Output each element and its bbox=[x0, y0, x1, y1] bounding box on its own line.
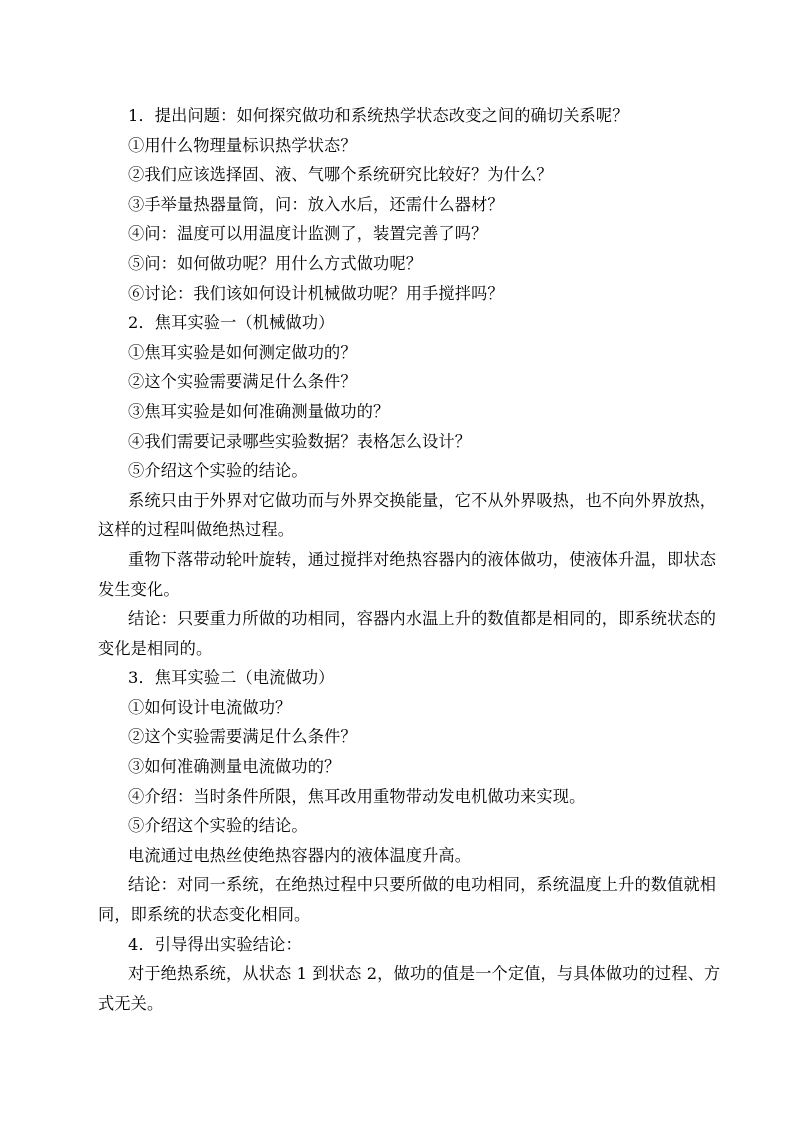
section-2-paragraph-1-line-1: 系统只由于外界对它做功而与外界交换能量，它不从外界吸热，也不向外界放热， bbox=[128, 490, 717, 510]
document-body bbox=[98, 101, 721, 1018]
section-2-paragraph-2-line-2: 发生变化。 bbox=[98, 579, 180, 599]
section-3-item-4: ④介绍：当时条件所限，焦耳改用重物带动发电机做功来实现。 bbox=[128, 786, 586, 806]
section-2-item-1: ①焦耳实验是如何测定做功的？ bbox=[128, 342, 357, 362]
section-3-item-2: ②这个实验需要满足什么条件？ bbox=[128, 727, 357, 747]
section-1-heading: 1．提出问题：如何探究做功和系统热学状态改变之间的确切关系呢？ bbox=[128, 106, 629, 125]
section-1-item-3: ③手举量热器量筒，问：放入水后，还需什么器材？ bbox=[128, 194, 504, 214]
section-3-item-5: ⑤介绍这个实验的结论。 bbox=[128, 816, 308, 836]
section-3-conclusion-line-2: 同，即系统的状态变化相同。 bbox=[98, 905, 311, 925]
section-1-item-6: ⑥讨论：我们该如何设计机械做功呢？用手搅拌吗？ bbox=[128, 283, 504, 303]
section-1-item-1: ①用什么物理量标识热学状态？ bbox=[128, 135, 357, 155]
section-2-paragraph-1-line-2: 这样的过程叫做绝热过程。 bbox=[98, 520, 295, 540]
section-2-item-4: ④我们需要记录哪些实验数据？表格怎么设计？ bbox=[128, 431, 472, 451]
section-3-paragraph-1: 电流通过电热丝使绝热容器内的液体温度升高。 bbox=[128, 845, 472, 865]
section-2-item-2: ②这个实验需要满足什么条件？ bbox=[128, 372, 357, 392]
section-2-paragraph-2-line-1: 重物下落带动轮叶旋转，通过搅拌对绝热容器内的液体做功，使液体升温，即状态 bbox=[128, 549, 717, 569]
section-4-paragraph-line-2: 式无关。 bbox=[98, 993, 164, 1013]
section-3-item-3: ③如何准确测量电流做功的？ bbox=[128, 757, 341, 777]
section-2-conclusion-line-1: 结论：只要重力所做的功相同，容器内水温上升的数值都是相同的，即系统状态的 bbox=[128, 609, 717, 629]
section-2-item-5: ⑤介绍这个实验的结论。 bbox=[128, 461, 308, 481]
section-1-item-2: ②我们应该选择固、液、气哪个系统研究比较好？为什么？ bbox=[128, 165, 553, 185]
section-3-heading: 3．焦耳实验二（电流做功） bbox=[128, 668, 335, 688]
section-1-item-5: ⑤问：如何做功呢？用什么方式做功呢？ bbox=[128, 253, 423, 273]
section-3-conclusion-line-1: 结论：对同一系统，在绝热过程中只要所做的电功相同，系统温度上升的数值就相 bbox=[128, 875, 717, 895]
section-1-item-4: ④问：温度可以用温度计监测了，装置完善了吗？ bbox=[128, 224, 488, 244]
section-4-heading: 4．引导得出实验结论： bbox=[128, 934, 302, 954]
section-3-item-1: ①如何设计电流做功？ bbox=[128, 697, 292, 717]
section-2-conclusion-line-2: 变化是相同的。 bbox=[98, 638, 213, 658]
section-4-paragraph-line-1: 对于绝热系统，从状态 1 到状态 2，做功的值是一个定值，与具体做功的过程、方 bbox=[128, 964, 721, 984]
section-2-item-3: ③焦耳实验是如何准确测量做功的？ bbox=[128, 401, 390, 421]
section-2-heading: 2．焦耳实验一（机械做功） bbox=[128, 313, 335, 333]
